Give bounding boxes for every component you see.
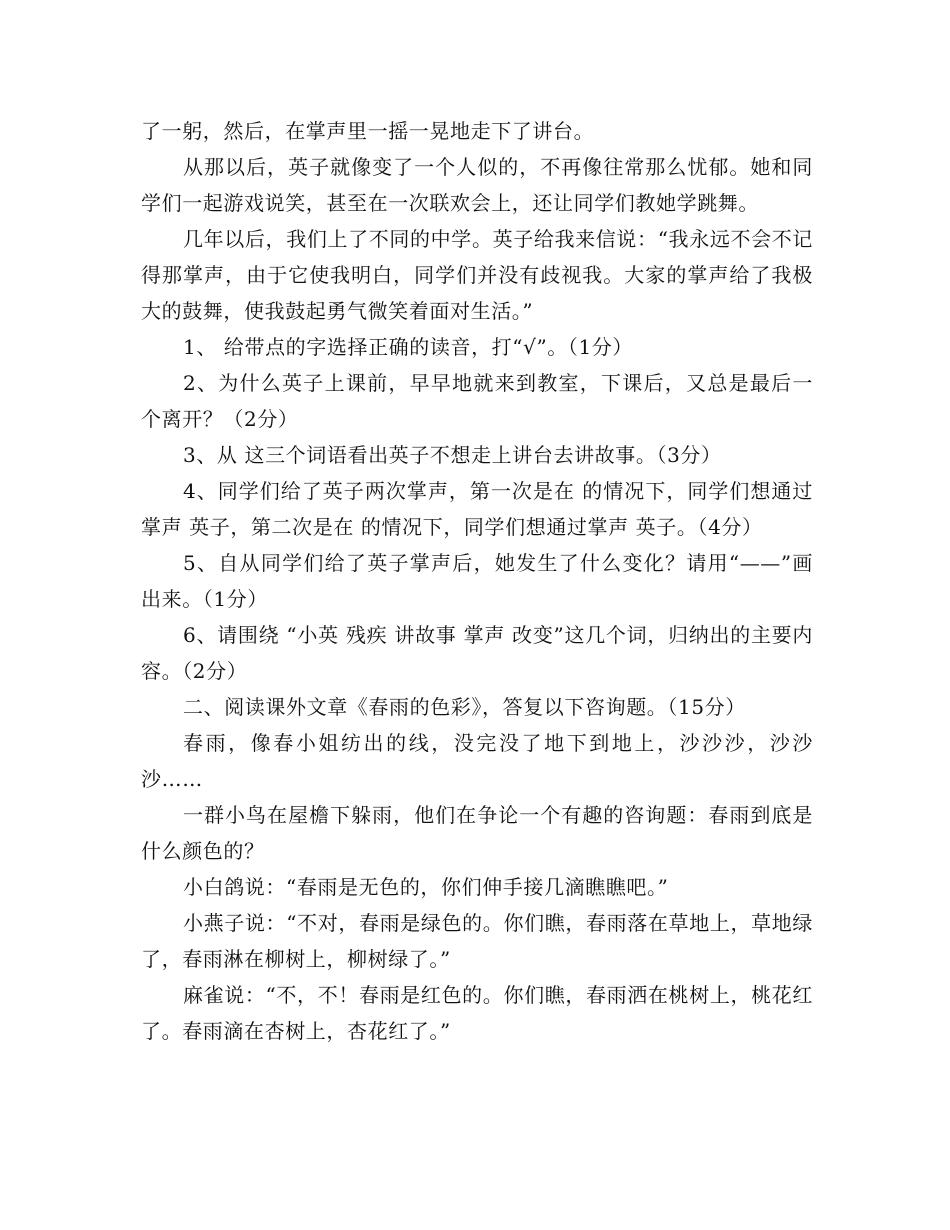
question-1: 1、 给带点的字选择正确的读音，打“√”。（1分） bbox=[183, 335, 633, 359]
passage-paragraph-2: 一群小鸟在屋檐下躲雨，他们在争论一个有趣的咨询题：春雨到底是什么颜色的？ bbox=[141, 803, 813, 863]
passage-paragraph-3: 小白鸽说：“春雨是无色的，你们伸手接几滴瞧瞧吧。” bbox=[183, 875, 669, 899]
paragraph-letter: 几年以后，我们上了不同的中学。英子给我来信说：“我永远不会不记得那掌声，由于它使我明白，同学们并没有歧视我。大家的掌声给了我极大的鼓舞，使我鼓起勇气微笑着面对生活。” bbox=[141, 227, 813, 323]
question-3: 3、从 这三个词语看出英子不想走上讲台去讲故事。（3分） bbox=[183, 443, 722, 467]
question-2: 2、为什么英子上课前，早早地就来到教室，下课后，又总是最后一个离开？（2分） bbox=[141, 371, 813, 431]
paragraph-continuation: 了一躬，然后，在掌声里一摇一晃地走下了讲台。 bbox=[141, 119, 595, 143]
section-heading: 二、阅读课外文章《春雨的色彩》，答复以下咨询题。（15分） bbox=[183, 695, 746, 719]
document-body bbox=[141, 113, 813, 1049]
question-4: 4、同学们给了英子两次掌声，第一次是在 的情况下，同学们想通过掌声 英子，第二次是在 的情况下，同学们想通过掌声 英子。（4分） bbox=[141, 479, 813, 539]
passage-paragraph-5: 麻雀说：“不，不！春雨是红色的。你们瞧，春雨洒在桃树上，桃花红了。春雨滴在杏树上，杏花红了。” bbox=[141, 983, 813, 1043]
question-5: 5、自从同学们给了英子掌声后，她发生了什么变化？请用“——”画出来。（1分） bbox=[141, 551, 813, 611]
question-6: 6、请围绕 “小英 残疾 讲故事 掌声 改变”这几个词，归纳出的主要内容。（2分） bbox=[141, 623, 813, 683]
paragraph-change: 从那以后，英子就像变了一个人似的，不再像往常那么忧郁。她和同学们一起游戏说笑，甚至在一次联欢会上，还让同学们教她学跳舞。 bbox=[141, 155, 813, 215]
passage-paragraph-4: 小燕子说：“不对，春雨是绿色的。你们瞧，春雨落在草地上，草地绿了，春雨淋在柳树上，柳树绿了。” bbox=[141, 911, 813, 971]
passage-paragraph-1: 春雨，像春小姐纺出的线，没完没了地下到地上，沙沙沙，沙沙沙…… bbox=[141, 731, 813, 791]
